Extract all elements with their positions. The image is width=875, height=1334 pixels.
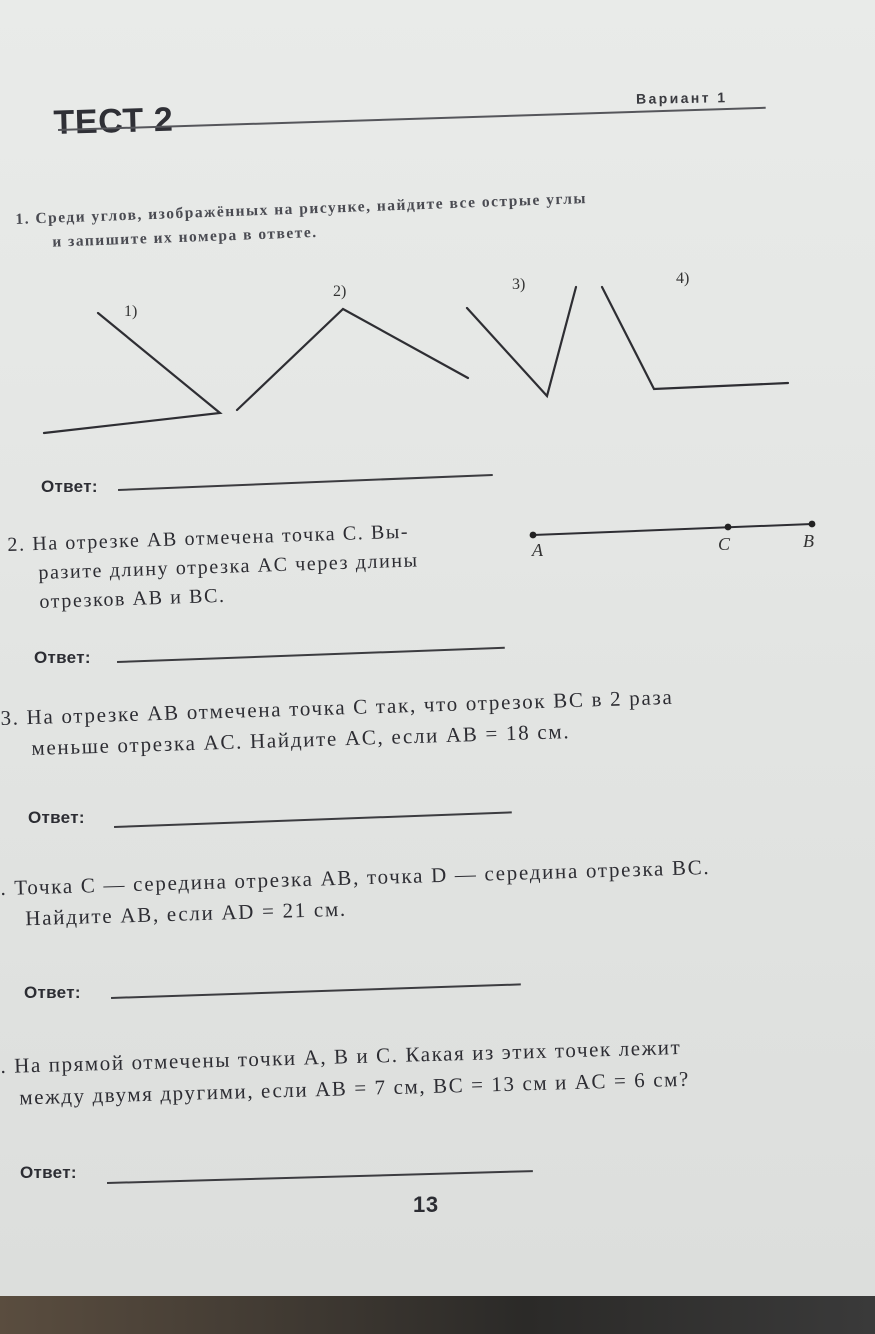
question-3-line-2: меньше отрезка AC. Найдите AC, если AB = 18 см.: [31, 719, 571, 761]
question-4-line-2: Найдите AB, если AD = 21 см.: [24, 896, 348, 931]
question-5-line-1: . На прямой отмечены точки A, B и C. Какая из этих точек лежит: [0, 1034, 682, 1078]
question-2-line-2: разите длину отрезка AC через длины: [38, 549, 420, 584]
angle-4-label: 4): [676, 270, 690, 287]
angle-1-label: 1): [124, 303, 138, 320]
question-2-text: [7, 517, 420, 618]
question-2-line-3: отрезков AB и BC.: [39, 584, 226, 613]
point-c-label: C: [718, 534, 731, 554]
angle-3-figure: [467, 287, 576, 396]
point-b-label: B: [803, 531, 814, 551]
question-4-line-1: . Точка C — середина отрезка AB, точка D — середина отрезка BC.: [0, 854, 711, 900]
question-1-line-2: и запишите их номера в ответе.: [51, 223, 318, 251]
question-1-answer-label: Ответ:: [41, 477, 98, 496]
question-2-line-1: 2. На отрезке AB отмечена точка C. Вы-: [7, 520, 410, 556]
question-5-line-2: между двумя другими, если AB = 7 см, BC = 13 см и AC = 6 см?: [18, 1066, 691, 1110]
page-title: ТЕСТ 2: [53, 100, 174, 142]
segment-ab-figure: [530, 521, 816, 539]
point-a-label: A: [532, 540, 543, 560]
question-2-answer-label: Ответ:: [34, 648, 91, 667]
angle-2-figure: [237, 309, 468, 410]
variant-label: Вариант 1: [635, 89, 728, 107]
page-number: 13: [413, 1192, 439, 1217]
angle-1-figure: [44, 313, 220, 433]
question-5-answer-label: Ответ:: [20, 1163, 77, 1182]
question-4-answer-label: Ответ:: [24, 983, 81, 1002]
question-3-answer-label: Ответ:: [28, 808, 85, 827]
question-3-line-1: 3. На отрезке AB отмечена точка C так, что отрезок BC в 2 раза: [0, 684, 674, 730]
question-1-line-1: 1. Среди углов, изображённых на рисунке, найдите все острые углы: [15, 190, 588, 228]
angle-4-figure: [602, 287, 788, 389]
angle-2-label: 2): [333, 283, 347, 300]
angle-3-label: 3): [512, 276, 526, 293]
